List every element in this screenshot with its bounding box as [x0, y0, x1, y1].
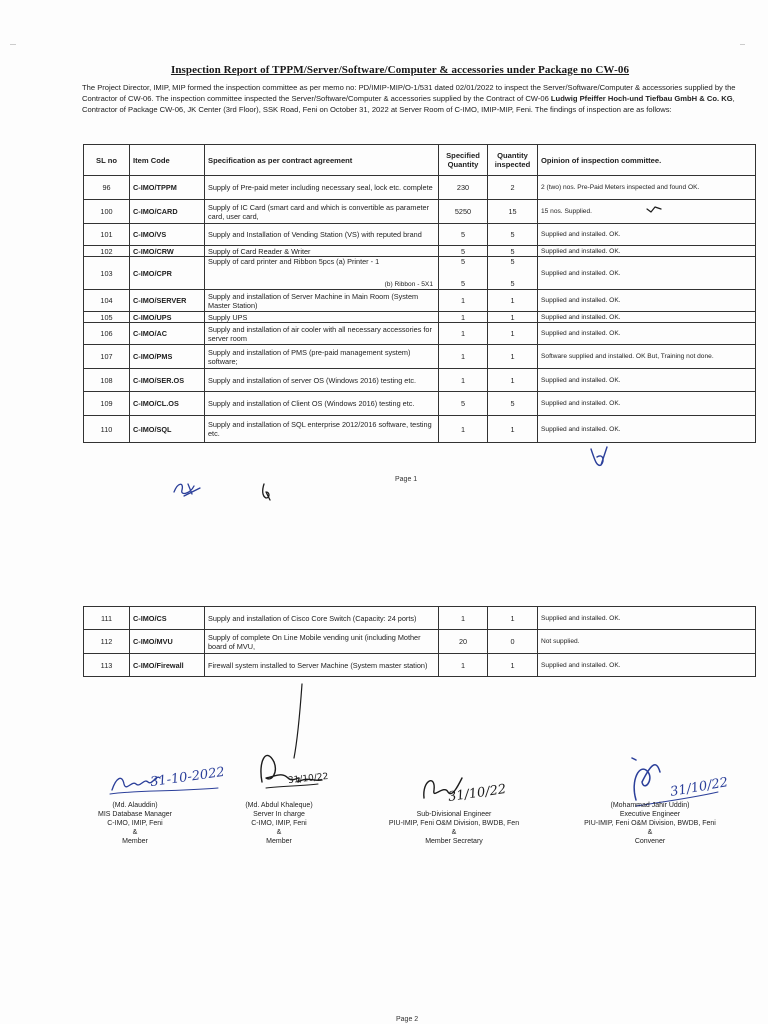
opinion-cell: Supplied and installed. OK. — [538, 257, 756, 290]
signatory-designation: Server In charge — [253, 811, 305, 818]
sl-cell: 106 — [84, 323, 130, 345]
table-row — [84, 369, 756, 392]
inspected-qty-cell: 5 — [488, 246, 538, 257]
sl-cell: 96 — [84, 176, 130, 200]
spec-cell: Supply and installation of Cisco Core Switch (Capacity: 24 ports) — [205, 607, 439, 630]
item-code-cell: C-IMO/CRW — [130, 246, 205, 257]
header-opinion: Opinion of inspection committee. — [538, 145, 756, 176]
item-code-cell: C-IMO/VS — [130, 224, 205, 246]
opinion-cell: 2 (two) nos. Pre-Paid Meters inspected and found OK. — [538, 176, 756, 200]
table-row — [84, 246, 756, 257]
sl-cell: 107 — [84, 345, 130, 369]
specified-qty-cell: 20 — [439, 630, 488, 654]
item-code-cell: C-IMO/TPPM — [130, 176, 205, 200]
spec-cell: Supply of complete On Line Mobile vending unit (including Mother board of MVU, — [205, 630, 439, 654]
spec-cell — [205, 257, 439, 290]
signatory-name: (Md. Abdul Khaleque) — [245, 802, 313, 809]
spec-cell: Supply UPS — [205, 312, 439, 323]
signatory-role: Member Secretary — [425, 838, 483, 845]
specified-qty-cell: 230 — [439, 176, 488, 200]
opinion-cell: Supplied and installed. OK. — [538, 290, 756, 312]
opinion-cell: Supplied and installed. OK. — [538, 369, 756, 392]
header-quantity-inspected: Quantity inspected — [488, 145, 538, 176]
spec-cell: Supply and installation of Client OS (Windows 2016) testing etc. — [205, 392, 439, 416]
inspection-table — [83, 144, 756, 443]
opinion-cell: Software supplied and installed. OK But, Training not done. — [538, 345, 756, 369]
scan-mark — [10, 44, 16, 45]
item-code-cell: C-IMO/CARD — [130, 200, 205, 224]
sl-cell: 112 — [84, 630, 130, 654]
signatory-block-sde — [374, 810, 534, 846]
intro-contractor-name: Ludwig Pfeiffer Hoch-und Tiefbau GmbH & Co. KG — [550, 94, 733, 103]
table-row — [84, 654, 756, 677]
opinion-cell: Not supplied. — [538, 630, 756, 654]
item-code-cell: C-IMO/AC — [130, 323, 205, 345]
signatory-designation: Sub-Divisional Engineer — [416, 811, 492, 818]
report-title: Inspection Report of TPPM/Server/Software/Computer & accessories under Package no CW-06 — [170, 64, 630, 76]
sl-cell: 102 — [84, 246, 130, 257]
spec-cell: Supply and installation of air cooler with all necessary accessories for server room — [205, 323, 439, 345]
spec-cell: Supply of Pre-paid meter including necessary seal, lock etc. complete — [205, 176, 439, 200]
opinion-cell: Supplied and installed. OK. — [538, 224, 756, 246]
specified-qty-cell: 1 — [439, 416, 488, 443]
signatory-office: PIU-IMIP, Feni O&M Division, BWDB, Feni — [584, 820, 716, 827]
sl-cell: 109 — [84, 392, 130, 416]
sl-cell: 113 — [84, 654, 130, 677]
specified-qty-cell: 5 — [439, 224, 488, 246]
spec-cell: Supply of Card Reader & Writer — [205, 246, 439, 257]
signatory-ampersand: & — [276, 829, 282, 836]
signatory-block-jahir-uddin — [570, 801, 730, 846]
spec-printer-line: Supply of card printer and Ribbon 5pcs (a) Printer - 1 — [208, 257, 380, 266]
inspection-table-continued — [83, 606, 756, 677]
item-code-cell: C-IMO/SER.OS — [130, 369, 205, 392]
item-code-cell: C-IMO/Firewall — [130, 654, 205, 677]
opinion-cell: Supplied and installed. OK. — [538, 312, 756, 323]
table-row — [84, 224, 756, 246]
intro-text-2: , Contractor of Package CW-06, JK Center (3rd Floor), SSK Road, Feni on October 31, 2022 at Server Room of C-IMO, IMIP-MIP, Feni. The findings of inspection are as follows: — [82, 94, 735, 114]
sl-cell: 105 — [84, 312, 130, 323]
table-row — [84, 176, 756, 200]
header-sl-no: SL no — [84, 145, 130, 176]
item-code-cell: C-IMO/CS — [130, 607, 205, 630]
specified-qty-cell: 1 — [439, 345, 488, 369]
specified-qty-cell: 1 — [439, 369, 488, 392]
table-row — [84, 630, 756, 654]
item-code-cell: C-IMO/SERVER — [130, 290, 205, 312]
sl-cell: 100 — [84, 200, 130, 224]
spec-cell-content — [208, 257, 435, 289]
item-code-cell: C-IMO/CPR — [130, 257, 205, 290]
specified-qty-cell: 1 — [439, 323, 488, 345]
signatory-office: C-IMO, IMIP, Feni — [107, 820, 163, 827]
inspected-qty-cell: 1 — [488, 369, 538, 392]
specified-qty-cell: 1 — [439, 312, 488, 323]
table-row — [84, 290, 756, 312]
item-code-cell: C-IMO/CL.OS — [130, 392, 205, 416]
signatory-office: PIU-IMIP, Feni O&M Division, BWDB, Fen — [388, 820, 520, 827]
signatory-block-khaleque — [224, 801, 334, 846]
signatory-ampersand: & — [647, 829, 653, 836]
item-code-cell: C-IMO/UPS — [130, 312, 205, 323]
initials-scribble — [258, 480, 276, 502]
specified-qty-cell: 1 — [439, 607, 488, 630]
table-row — [84, 607, 756, 630]
sl-cell: 104 — [84, 290, 130, 312]
inspected-qty-cell: 1 — [488, 607, 538, 630]
inspected-qty-cell: 1 — [488, 290, 538, 312]
inspected-qty-cell: 2 — [488, 176, 538, 200]
initials-scribble — [585, 443, 615, 473]
specified-qty-cell: 1 — [439, 654, 488, 677]
sl-cell: 103 — [84, 257, 130, 290]
signatory-ampersand: & — [132, 829, 138, 836]
header-specified-quantity: Specified Quantity — [439, 145, 488, 176]
inspected-qty-cell: 0 — [488, 630, 538, 654]
table-row — [84, 392, 756, 416]
specified-qty-cell — [439, 257, 488, 290]
sl-cell: 108 — [84, 369, 130, 392]
specified-qty-ribbon: 5 — [460, 279, 466, 288]
inspected-qty-cell: 5 — [488, 224, 538, 246]
inspected-qty-cell: 1 — [488, 323, 538, 345]
signatory-role: Convener — [634, 838, 666, 845]
sl-cell: 111 — [84, 607, 130, 630]
header-specification: Specification as per contract agreement — [205, 145, 439, 176]
signatory-ampersand: & — [451, 829, 457, 836]
specified-qty-printer: 5 — [460, 257, 466, 266]
spec-cell: Supply and installation of SQL enterprise 2012/2016 software, testing etc. — [205, 416, 439, 443]
inspected-qty-cell — [488, 257, 538, 290]
opinion-cell: Supplied and installed. OK. — [538, 246, 756, 257]
inspected-qty-cell: 1 — [488, 416, 538, 443]
opinion-cell: Supplied and installed. OK. — [538, 323, 756, 345]
signatory-designation: MIS Database Manager — [98, 811, 172, 818]
sl-cell: 101 — [84, 224, 130, 246]
table-row — [84, 323, 756, 345]
table-row — [84, 312, 756, 323]
signatory-role: Member — [266, 838, 292, 845]
inspected-qty-cell: 1 — [488, 654, 538, 677]
spec-cell: Firewall system installed to Server Machine (System master station) — [205, 654, 439, 677]
table-row — [84, 416, 756, 443]
opinion-cell: Supplied and installed. OK. — [538, 416, 756, 443]
spec-cell: Supply and installation of server OS (Windows 2016) testing etc. — [205, 369, 439, 392]
signature-date-jahir-uddin: 31/10/22 — [669, 775, 730, 800]
item-code-cell: C-IMO/MVU — [130, 630, 205, 654]
report-intro — [82, 82, 760, 115]
intro-text-1: The Project Director, IMIP, MIP formed the inspection committee as per memo no: PD/IMIP-MIP/O-1/531 dated 02/01/2022 to inspect the Server/Software/Computer & accessories supplied by the Contractor of CW-06. The inspection committee inspected the Server/Software/Computer & accessories supplied by the Contract of CW-06 — [82, 83, 736, 103]
scan-mark — [740, 44, 745, 45]
specified-qty-cell: 1 — [439, 290, 488, 312]
opinion-cell: Supplied and installed. OK. — [538, 654, 756, 677]
page-2-label: Page 2 — [396, 1016, 419, 1023]
inspected-qty-cell: 1 — [488, 345, 538, 369]
signatory-name: (Mohammad Jahir Uddin) — [610, 802, 690, 809]
inspected-qty-printer: 5 — [510, 257, 515, 266]
specified-qty-cell: 5250 — [439, 200, 488, 224]
signatory-block-alauddin — [80, 801, 190, 846]
spec-cell: Supply and installation of PMS (pre-paid management system) software; — [205, 345, 439, 369]
spec-cell: Supply and installation of Server Machine in Main Room (System Master Station) — [205, 290, 439, 312]
tick-mark-scribble — [645, 204, 663, 214]
signature-date-alauddin: 31-10-2022 — [149, 764, 226, 791]
table-header-row — [84, 145, 756, 176]
spec-cell: Supply and Installation of Vending Station (VS) with reputed brand — [205, 224, 439, 246]
inspected-qty-cell: 1 — [488, 312, 538, 323]
item-code-cell: C-IMO/PMS — [130, 345, 205, 369]
spec-ribbon-line: (b) Ribbon - 5X1 — [384, 281, 433, 288]
table-row — [84, 345, 756, 369]
inspected-qty-cell: 5 — [488, 392, 538, 416]
signatory-designation: Executive Engineer — [619, 811, 681, 818]
opinion-cell: 15 nos. Supplied. — [538, 200, 756, 224]
opinion-cell: Supplied and installed. OK. — [538, 392, 756, 416]
header-item-code: Item Code — [130, 145, 205, 176]
signature-date-khaleque: 31/10/22 — [287, 771, 329, 787]
page-1-label: Page 1 — [395, 476, 418, 483]
specified-qty-cell: 5 — [439, 246, 488, 257]
item-code-cell: C-IMO/SQL — [130, 416, 205, 443]
signatory-office: C-IMO, IMIP, Feni — [251, 820, 307, 827]
sl-cell: 110 — [84, 416, 130, 443]
initials-scribble — [170, 478, 208, 500]
table-row-card-printer — [84, 257, 756, 290]
inspected-qty-cell: 15 — [488, 200, 538, 224]
signatory-role: Member — [122, 838, 148, 845]
inspected-qty-ribbon: 5 — [510, 279, 515, 288]
spec-cell: Supply of IC Card (smart card and which is convertible as parameter card, user card, — [205, 200, 439, 224]
opinion-cell: Supplied and installed. OK. — [538, 607, 756, 630]
signatory-name: (Md. Alauddin) — [112, 802, 158, 809]
specified-qty-cell: 5 — [439, 392, 488, 416]
signature-date-sde: 31/10/22 — [447, 782, 508, 805]
